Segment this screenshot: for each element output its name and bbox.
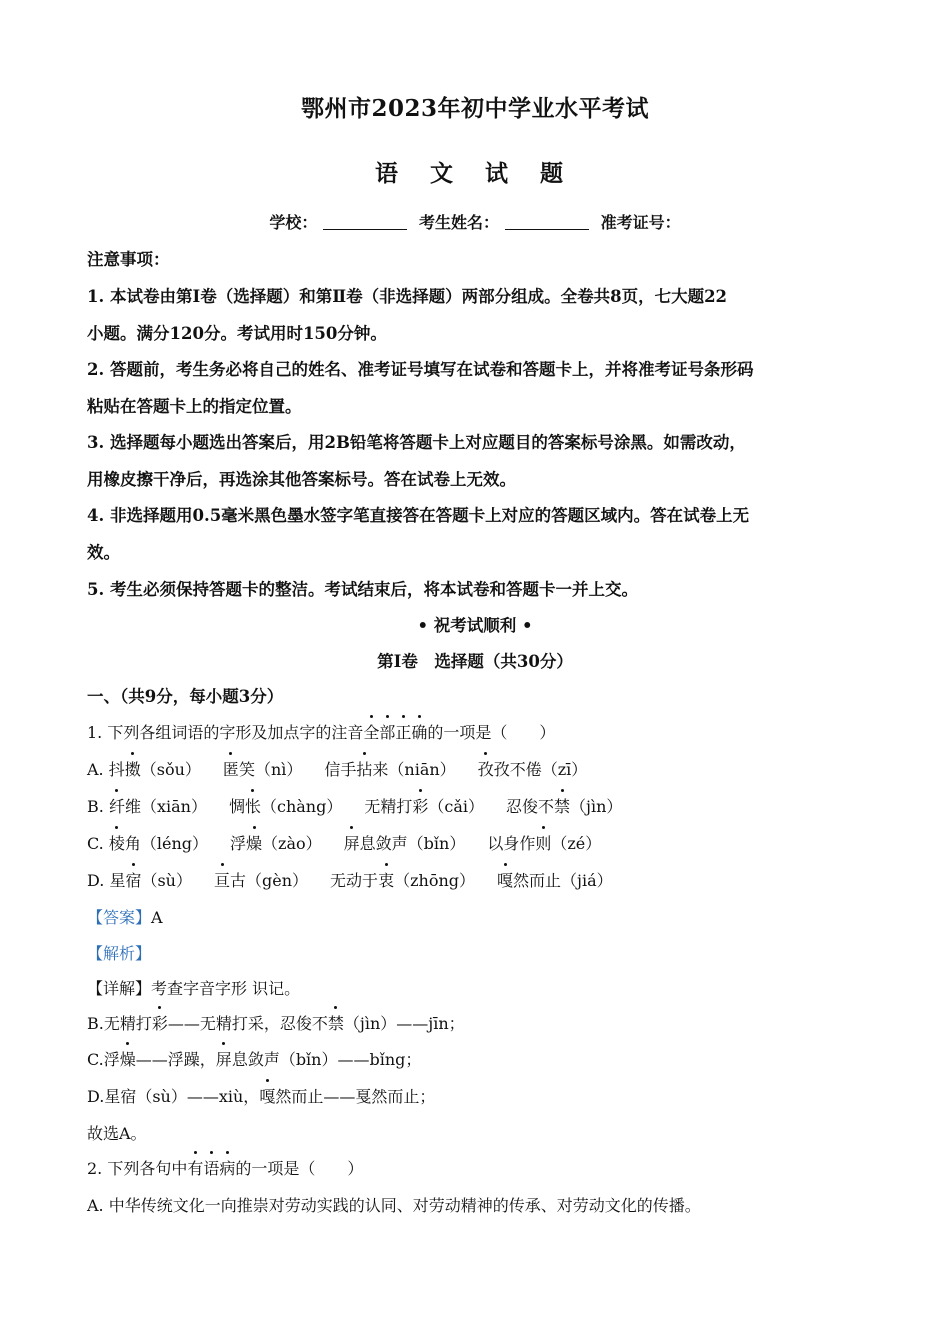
- word-text: 维（xiān）: [124, 797, 207, 816]
- word-text: 无精打: [364, 797, 413, 816]
- dotted-char: 屏: [344, 831, 360, 854]
- word-text: （zhōng）: [394, 871, 475, 890]
- q1-dotted-text: [363, 723, 427, 742]
- word-text: （zé）: [551, 834, 602, 853]
- word-text: 以身作: [487, 834, 536, 853]
- q2-stem-text: 的一项是（ ）: [235, 1159, 364, 1178]
- analysis-text: 息敛声（bǐn）——bǐng；: [231, 1050, 422, 1069]
- option-letter: B.: [87, 797, 109, 816]
- analysis-label: 【解析】: [87, 944, 152, 963]
- option-word: [497, 871, 613, 890]
- school-blank: [323, 213, 407, 230]
- word-text: 抖: [108, 760, 125, 779]
- dotted-char: 有: [187, 1156, 203, 1179]
- analysis-text: B.无精打: [87, 1014, 152, 1033]
- note-line: 5. 考生必须保持答题卡的整洁。考试结束后，将本试卷和答题卡一并上交。: [87, 580, 638, 599]
- dotted-char: 孜: [478, 757, 494, 780]
- part1-title: 第Ⅰ卷 选择题（共30分）: [377, 652, 573, 671]
- option-word: [478, 760, 588, 779]
- dotted-char: 亘: [214, 868, 230, 891]
- answer-row: [87, 905, 163, 928]
- word-text: 来（niān）: [372, 760, 456, 779]
- note-line: 3. 选择题每小题选出答案后，用2B铅笔将答题卡上对应题目的答案标号涂黑。如需改动，: [87, 433, 746, 452]
- note-line: 效。: [87, 543, 120, 562]
- good-luck-wish: • 祝考试顺利 •: [417, 616, 533, 635]
- dotted-char: 衷: [378, 868, 394, 891]
- option-word: [109, 871, 192, 890]
- word-text: 浮: [230, 834, 247, 853]
- exam-title: 鄂州市2023年初中学业水平考试: [300, 95, 649, 122]
- dotted-char: 彩: [152, 1011, 168, 1034]
- word-text: （jìn）: [570, 797, 623, 816]
- dotted-char: 语: [203, 1156, 219, 1179]
- q1-stem: [87, 720, 555, 743]
- dotted-char: 部: [379, 720, 395, 743]
- dotted-char: 燥: [246, 831, 262, 854]
- q2-option-a: A. 中华传统文化一向推崇对劳动实践的认同、对劳动精神的传承、对劳动文化的传播。: [87, 1196, 701, 1215]
- q1-stem-text: 的一项是（ ）: [427, 723, 556, 742]
- dotted-char: 病: [219, 1156, 235, 1179]
- dotted-char: 屏: [216, 1047, 232, 1070]
- word-text: 星: [109, 871, 126, 890]
- analysis-text: ——无精打采，忍俊不: [167, 1014, 328, 1033]
- answer-label: 【答案】: [87, 908, 152, 927]
- note-line: 4. 非选择题用0.5毫米黑色墨水签字笔直接答在答题卡上对应的答题区域内。答在试卷上无: [87, 506, 750, 525]
- analysis-c: [87, 1047, 421, 1070]
- q1-stem-text: 1. 下列各组词语的字形及加点字的注音: [87, 723, 364, 742]
- q1-option-a: [87, 757, 587, 780]
- dotted-char: 嘎: [259, 1084, 275, 1107]
- dotted-char: 正: [395, 720, 411, 743]
- option-letter: C.: [87, 834, 109, 853]
- dotted-char: 拈: [356, 757, 372, 780]
- option-word: [223, 760, 302, 779]
- q1-option-b: [87, 794, 622, 817]
- word-text: 孜不倦（zī）: [493, 760, 588, 779]
- option-word: [230, 834, 322, 853]
- word-text: 笑（nì）: [238, 760, 303, 779]
- option-word: [487, 834, 601, 853]
- dotted-char: 棱: [109, 831, 125, 854]
- dotted-char: 燥: [120, 1047, 136, 1070]
- answer-value: A: [151, 908, 163, 927]
- option-word: [324, 760, 455, 779]
- note-line: 用橡皮擦干净后，再选涂其他答案标号。答在试卷上无效。: [87, 470, 516, 489]
- student-info-row: [0, 210, 950, 233]
- analysis-b: [87, 1011, 465, 1034]
- q1-option-c: [87, 831, 601, 854]
- option-word: [364, 797, 484, 816]
- option-word: [344, 834, 466, 853]
- analysis-text: （jìn）——jīn；: [343, 1014, 465, 1033]
- dotted-char: 嘎: [497, 868, 513, 891]
- section1-title: 一、（共9分，每小题3分）: [87, 687, 284, 706]
- option-word: [214, 871, 308, 890]
- notes-heading: 注意事项：: [87, 250, 170, 269]
- word-text: （zào）: [262, 834, 322, 853]
- option-word: [506, 797, 622, 816]
- note-line: 2. 答题前，考生务必将自己的姓名、准考证号填写在试卷和答题卡上，并将准考证号条形码: [87, 360, 754, 379]
- analysis-text: ——浮躁，: [135, 1050, 216, 1069]
- name-blank: [505, 213, 589, 230]
- dotted-char: 怅: [245, 794, 261, 817]
- note-line: 粘贴在答题卡上的指定位置。: [87, 397, 302, 416]
- dotted-char: 纤: [109, 794, 125, 817]
- dotted-char: 彩: [412, 794, 428, 817]
- q2-dotted-text: [187, 1159, 235, 1178]
- detail-line: 【详解】考查字音字形 识记。: [87, 979, 301, 998]
- subject-title: 语 文 试 题: [374, 160, 576, 187]
- word-text: （chàng）: [260, 797, 343, 816]
- note-line: 1. 本试卷由第Ⅰ卷（选择题）和第Ⅱ卷（非选择题）两部分组成。全卷共8页，七大题22: [87, 287, 728, 306]
- dotted-char: 匿: [223, 757, 239, 780]
- option-word: [229, 797, 342, 816]
- option-letter: A.: [87, 760, 109, 779]
- dotted-char: 则: [535, 831, 551, 854]
- word-text: 无动于: [330, 871, 379, 890]
- word-text: 角（léng）: [124, 834, 208, 853]
- word-text: 惆: [228, 797, 245, 816]
- option-word: [330, 871, 475, 890]
- word-text: 信手: [324, 760, 357, 779]
- word-text: （sǒu）: [140, 760, 201, 779]
- word-text: 忍俊不: [506, 797, 555, 816]
- word-text: 古（gèn）: [230, 871, 309, 890]
- analysis-d: [87, 1084, 435, 1107]
- word-text: 然而止（jiá）: [513, 871, 613, 890]
- note-line: 小题。满分120分。考试用时150分钟。: [87, 324, 387, 343]
- option-word: [109, 797, 207, 816]
- q1-option-d: [87, 868, 613, 891]
- dotted-char: 禁: [554, 794, 570, 817]
- dotted-char: 确: [411, 720, 427, 743]
- dotted-char: 擞: [125, 757, 141, 780]
- analysis-text: 然而止——戛然而止；: [275, 1087, 436, 1106]
- dotted-char: 禁: [328, 1011, 344, 1034]
- name-label: 考生姓名：: [418, 213, 499, 232]
- option-letter: D.: [87, 871, 110, 890]
- option-word: [109, 834, 208, 853]
- option-word: [109, 760, 201, 779]
- school-label: 学校：: [269, 213, 318, 232]
- dotted-char: 全: [363, 720, 379, 743]
- analysis-text: D.星宿（sù）——xiù，: [87, 1087, 260, 1106]
- word-text: （sù）: [141, 871, 192, 890]
- analysis-text: C.浮: [87, 1050, 120, 1069]
- dotted-char: 宿: [125, 868, 141, 891]
- q2-stem-text: 2. 下列各句中: [87, 1159, 188, 1178]
- q2-stem: [87, 1156, 363, 1179]
- conclusion-line: 故选A。: [87, 1124, 147, 1143]
- word-text: 息敛声（bǐn）: [359, 834, 466, 853]
- id-label: 准考证号：: [600, 213, 681, 232]
- word-text: （cǎi）: [428, 797, 484, 816]
